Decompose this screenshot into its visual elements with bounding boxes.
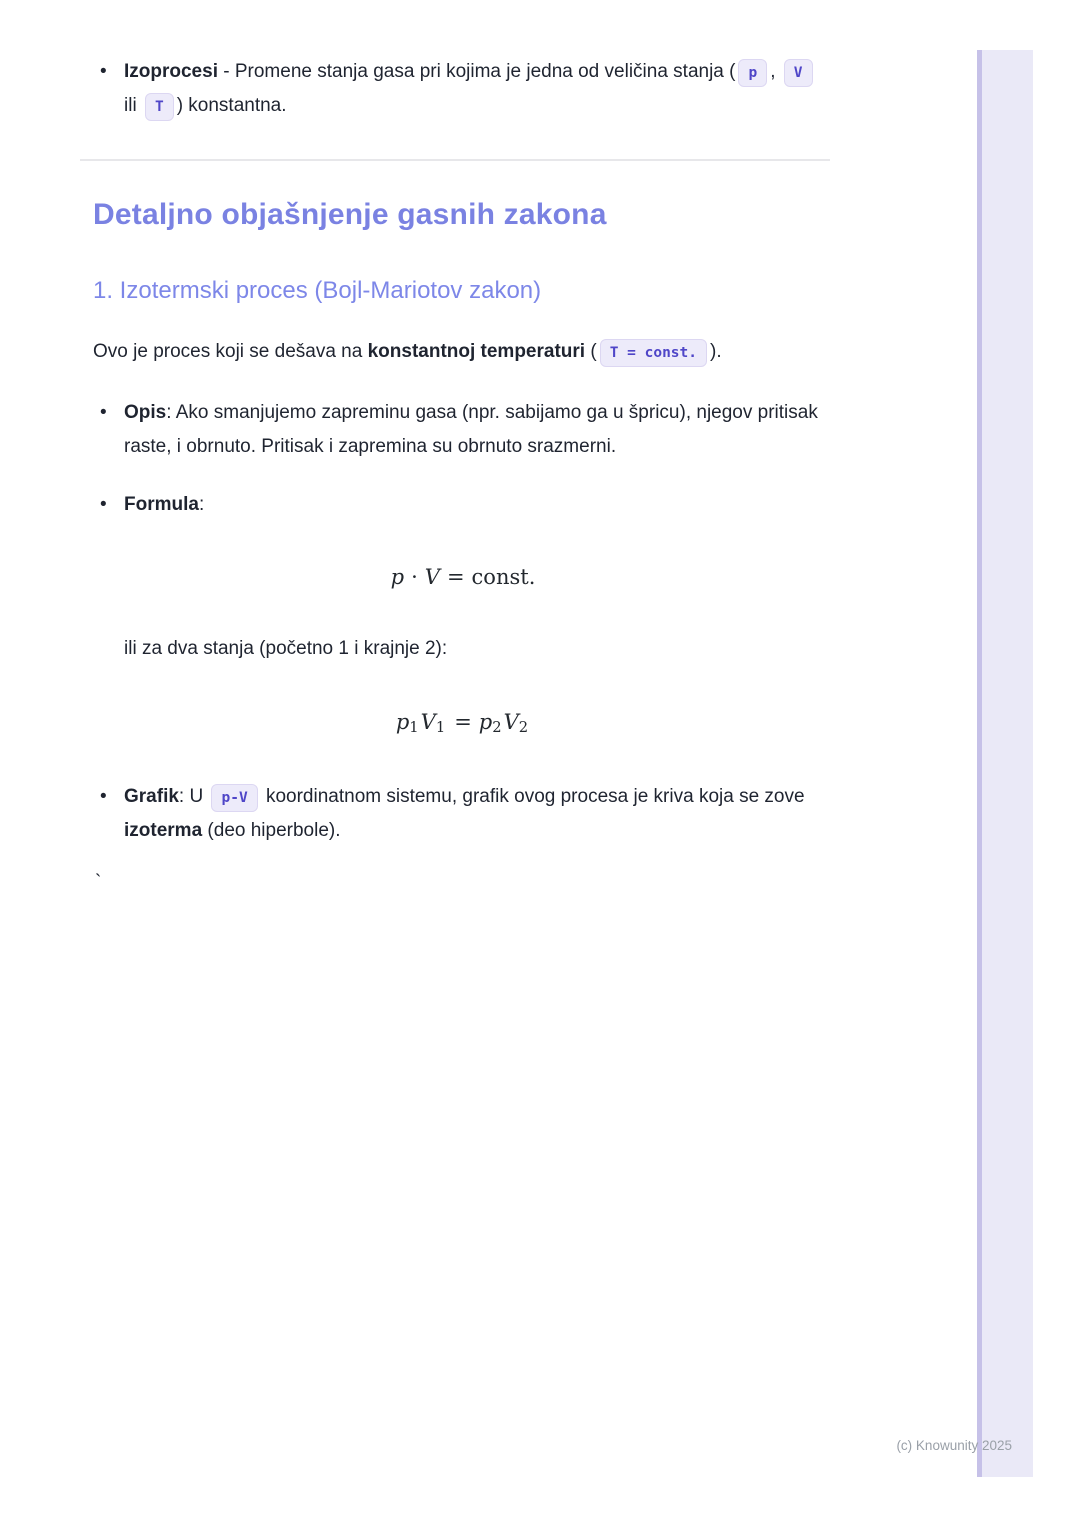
- math-var-p2: p: [478, 709, 493, 734]
- izoprocesi-ili: ili: [124, 94, 137, 116]
- formula-colon: :: [198, 493, 205, 515]
- math-sub-2: 2: [492, 719, 502, 737]
- grafik-text-2: koordinatnom sistemu, grafik ovog procesa je kriva koja se zove: [265, 786, 805, 808]
- formula-pv-const: [93, 565, 833, 589]
- list-item-grafik: [93, 780, 833, 848]
- math-var-p: p: [390, 565, 405, 590]
- intro-paragraph: [93, 336, 833, 368]
- formula-label: Formula: [124, 493, 199, 515]
- math-sub-1: 1: [409, 719, 419, 737]
- math-const: const.: [471, 565, 536, 590]
- list-item-formula: [93, 488, 833, 522]
- inline-code-t: T: [145, 93, 174, 121]
- math-var-v1: V: [420, 709, 436, 734]
- izoprocesi-comma: ,: [770, 61, 776, 82]
- list-item-opis: [93, 396, 833, 464]
- bullet-marker: •: [100, 401, 107, 423]
- scrollbar-track[interactable]: [977, 50, 1033, 1477]
- grafik-list: [93, 780, 833, 848]
- math-sub-2b: 2: [518, 719, 529, 737]
- term-izoprocesi: Izoprocesi: [124, 61, 218, 82]
- grafik-text-3: (deo hiperbole).: [202, 820, 341, 842]
- formula-p1v1-p2v2: [93, 710, 833, 737]
- grafik-label: Grafik: [124, 786, 179, 808]
- math-op-equals: =: [446, 565, 465, 590]
- between-formulas-text: ili za dva stanja (početno 1 i krajnje 2):: [124, 638, 448, 660]
- copyright-footer: (c) Knowunity 2025: [896, 1438, 1012, 1453]
- math-var-v2: V: [503, 709, 519, 734]
- paragraph-bold: konstantnoj temperaturi: [367, 340, 586, 362]
- grafik-text-1: : U: [178, 786, 204, 808]
- opis-text: : Ako smanjujemo zapreminu gasa (npr. sabijamo ga u špricu), njegov pritisak raste, i obrnuto. Pritisak i zapremina su obrnuto srazmerni.: [124, 401, 818, 457]
- detail-list: [93, 396, 833, 521]
- grafik-bold-izoterma: izoterma: [124, 820, 203, 842]
- intro-list: [93, 55, 833, 123]
- bullet-marker: •: [100, 61, 107, 82]
- math-sub-1b: 1: [435, 719, 446, 737]
- math-var-v: V: [424, 565, 440, 590]
- bullet-marker: •: [100, 786, 107, 808]
- izoprocesi-text: - Promene stanja gasa pri kojima je jedna od veličina stanja (: [217, 61, 736, 82]
- inline-code-p: p: [738, 59, 767, 87]
- math-op-dot: ·: [411, 565, 418, 590]
- opis-label: Opis: [124, 401, 167, 423]
- bullet-marker: •: [100, 493, 107, 515]
- section-heading: Detaljno objašnjenje gasnih zakona: [93, 197, 607, 231]
- inline-code-t-const: T = const.: [600, 339, 707, 367]
- paragraph-close: ).: [710, 340, 722, 362]
- list-item-izoprocesi: [93, 55, 833, 123]
- subsection-heading: 1. Izotermski proces (Bojl-Mariotov zakon): [93, 276, 542, 304]
- izoprocesi-end: ) konstantna.: [176, 94, 287, 116]
- inline-code-pv: p-V: [211, 784, 257, 812]
- stray-backtick: `: [95, 871, 102, 893]
- section-divider: [80, 159, 830, 161]
- inline-code-v: V: [784, 59, 813, 87]
- paragraph-paren: (: [585, 340, 597, 362]
- document-content: [93, 55, 833, 894]
- math-var-p1: p: [395, 709, 410, 734]
- paragraph-text: Ovo je proces koji se dešava na: [93, 340, 368, 362]
- math-op-equals: =: [454, 709, 472, 734]
